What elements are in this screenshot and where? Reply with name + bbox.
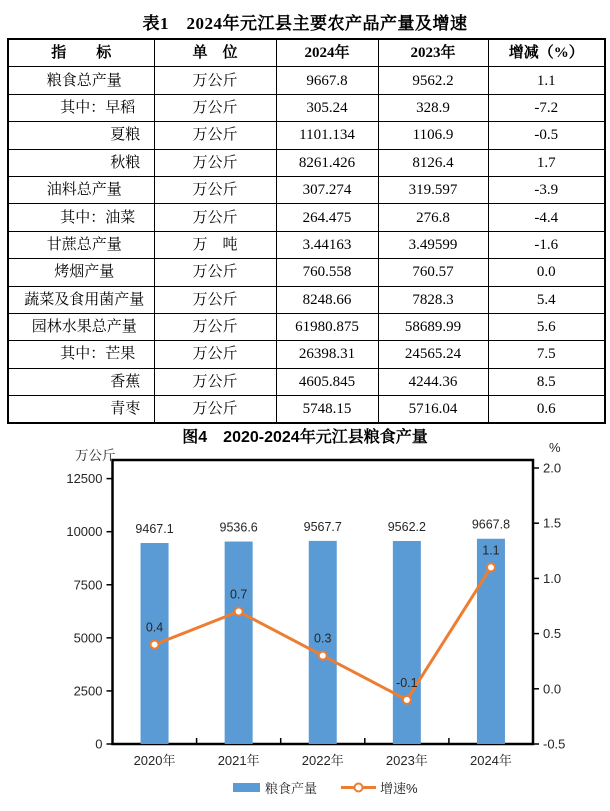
unit-cell: 万公斤 (154, 176, 276, 203)
indicator-cell: 烤烟产量 (8, 259, 154, 286)
value-2024-cell: 8248.66 (276, 286, 378, 313)
unit-cell: 万 吨 (154, 231, 276, 258)
indicator-cell: 甘蔗总产量 (8, 231, 154, 258)
right-axis-tick-label: 1.5 (543, 515, 562, 531)
left-axis-tick-label: 7500 (73, 577, 103, 593)
x-axis-label: 2020年 (133, 753, 176, 768)
value-2024-cell: 305.24 (276, 94, 378, 121)
value-2024-cell: 3.44163 (276, 231, 378, 258)
table-row (8, 341, 605, 368)
value-2024-cell: 307.274 (276, 176, 378, 203)
value-2023-cell: 5716.04 (378, 396, 488, 424)
indicator-cell: 其中：早稻 (8, 94, 154, 121)
right-axis-tick-label: 0.5 (543, 626, 562, 642)
value-2024-cell: 1101.134 (276, 122, 378, 149)
unit-cell: 万公斤 (154, 204, 276, 231)
crops-production-table (7, 38, 606, 424)
indicator-cell: 夏粮 (8, 122, 154, 149)
line-value-label: 0.3 (314, 631, 332, 646)
change-cell: 1.7 (488, 149, 605, 176)
bar-value-label: 9567.7 (303, 519, 342, 534)
change-cell: 8.5 (488, 368, 605, 395)
unit-cell: 万公斤 (154, 67, 276, 94)
right-axis-tick-label: 2.0 (543, 460, 562, 476)
bar (393, 541, 421, 744)
left-axis-unit-label: 万公斤 (75, 448, 116, 463)
change-cell: 5.4 (488, 286, 605, 313)
legend-line-marker (355, 784, 363, 792)
chart-title: 图4 2020-2024年元江县粮食产量 (182, 429, 428, 446)
x-axis-label: 2022年 (301, 753, 344, 768)
left-axis-tick-label: 2500 (73, 683, 103, 699)
indicator-cell: 油料总产量 (8, 176, 154, 203)
bar (225, 542, 253, 744)
right-axis-tick-label: 0.0 (543, 681, 562, 697)
bar-value-label: 9667.8 (471, 517, 511, 532)
value-2024-cell: 760.558 (276, 259, 378, 286)
x-axis-label: 2021年 (217, 753, 260, 768)
line-marker (151, 641, 159, 649)
value-2023-cell: 9562.2 (378, 67, 488, 94)
indicator-cell: 其中：芒果 (8, 341, 154, 368)
left-axis-tick-label: 5000 (73, 630, 103, 646)
header-2023: 2023年 (378, 39, 488, 67)
table-row (8, 149, 605, 176)
x-axis-label: 2024年 (469, 753, 512, 768)
value-2023-cell: 24565.24 (378, 341, 488, 368)
table-row (8, 231, 605, 258)
indicator-cell: 粮食总产量 (8, 67, 154, 94)
table-row (8, 94, 605, 121)
value-2024-cell: 61980.875 (276, 313, 378, 340)
line-marker (487, 563, 495, 571)
value-2023-cell: 7828.3 (378, 286, 488, 313)
table-header-row (8, 39, 605, 67)
change-cell: -0.5 (488, 122, 605, 149)
grain-output-chart (0, 440, 610, 811)
change-cell: -1.6 (488, 231, 605, 258)
change-cell: -4.4 (488, 204, 605, 231)
unit-cell: 万公斤 (154, 396, 276, 424)
unit-cell: 万公斤 (154, 122, 276, 149)
change-cell: 0.6 (488, 396, 605, 424)
left-axis-tick-label: 0 (95, 736, 103, 752)
change-cell: -7.2 (488, 94, 605, 121)
unit-cell: 万公斤 (154, 368, 276, 395)
unit-cell: 万公斤 (154, 259, 276, 286)
header-unit: 单 位 (154, 39, 276, 67)
line-marker (235, 608, 243, 616)
line-marker (403, 696, 411, 704)
legend-bar-swatch (233, 783, 260, 792)
header-2024: 2024年 (276, 39, 378, 67)
value-2023-cell: 760.57 (378, 259, 488, 286)
table-row (8, 259, 605, 286)
value-2024-cell: 264.475 (276, 204, 378, 231)
table-title: 表1 2024年元江县主要农产品产量及增速 (142, 14, 468, 33)
header-change: 增减（%） (488, 39, 605, 67)
table-row (8, 176, 605, 203)
unit-cell: 万公斤 (154, 286, 276, 313)
left-axis-tick-label: 12500 (66, 471, 103, 487)
value-2024-cell: 5748.15 (276, 396, 378, 424)
right-axis-unit-label: % (549, 440, 561, 455)
line-marker (319, 652, 327, 660)
indicator-cell: 其中：油菜 (8, 204, 154, 231)
line-value-label: 1.1 (482, 543, 500, 558)
bar-value-label: 9562.2 (387, 519, 426, 534)
bar-value-label: 9536.6 (219, 520, 258, 535)
right-axis-tick-label: 1.0 (543, 570, 562, 586)
value-2024-cell: 8261.426 (276, 149, 378, 176)
right-axis-tick-label: -0.5 (543, 736, 566, 752)
line-value-label: -0.1 (396, 675, 418, 690)
table-row (8, 313, 605, 340)
unit-cell: 万公斤 (154, 341, 276, 368)
table-row (8, 368, 605, 395)
table-row (8, 396, 605, 424)
table-row (8, 122, 605, 149)
change-cell: 0.0 (488, 259, 605, 286)
x-axis-label: 2023年 (385, 753, 428, 768)
change-cell: 7.5 (488, 341, 605, 368)
legend-line-label: 增速% (380, 781, 418, 796)
value-2023-cell: 319.597 (378, 176, 488, 203)
value-2023-cell: 3.49599 (378, 231, 488, 258)
value-2024-cell: 9667.8 (276, 67, 378, 94)
indicator-cell: 园林水果总产量 (8, 313, 154, 340)
indicator-cell: 香蕉 (8, 368, 154, 395)
value-2023-cell: 276.8 (378, 204, 488, 231)
bar-value-label: 9467.1 (135, 522, 174, 537)
indicator-cell: 青枣 (8, 396, 154, 424)
value-2023-cell: 8126.4 (378, 149, 488, 176)
change-cell: 1.1 (488, 67, 605, 94)
value-2024-cell: 26398.31 (276, 341, 378, 368)
value-2023-cell: 58689.99 (378, 313, 488, 340)
line-value-label: 0.4 (145, 620, 164, 635)
indicator-cell: 蔬菜及食用菌产量 (8, 286, 154, 313)
legend-bar-label: 粮食产量 (265, 781, 318, 796)
unit-cell: 万公斤 (154, 94, 276, 121)
line-value-label: 0.7 (229, 587, 248, 602)
table-row (8, 204, 605, 231)
value-2023-cell: 1106.9 (378, 122, 488, 149)
table-row (8, 286, 605, 313)
header-indicator: 指 标 (8, 39, 154, 67)
table-row (8, 67, 605, 94)
value-2023-cell: 328.9 (378, 94, 488, 121)
indicator-cell: 秋粮 (8, 149, 154, 176)
unit-cell: 万公斤 (154, 313, 276, 340)
change-cell: 5.6 (488, 313, 605, 340)
unit-cell: 万公斤 (154, 149, 276, 176)
change-cell: -3.9 (488, 176, 605, 203)
left-axis-tick-label: 10000 (66, 524, 103, 540)
value-2024-cell: 4605.845 (276, 368, 378, 395)
value-2023-cell: 4244.36 (378, 368, 488, 395)
